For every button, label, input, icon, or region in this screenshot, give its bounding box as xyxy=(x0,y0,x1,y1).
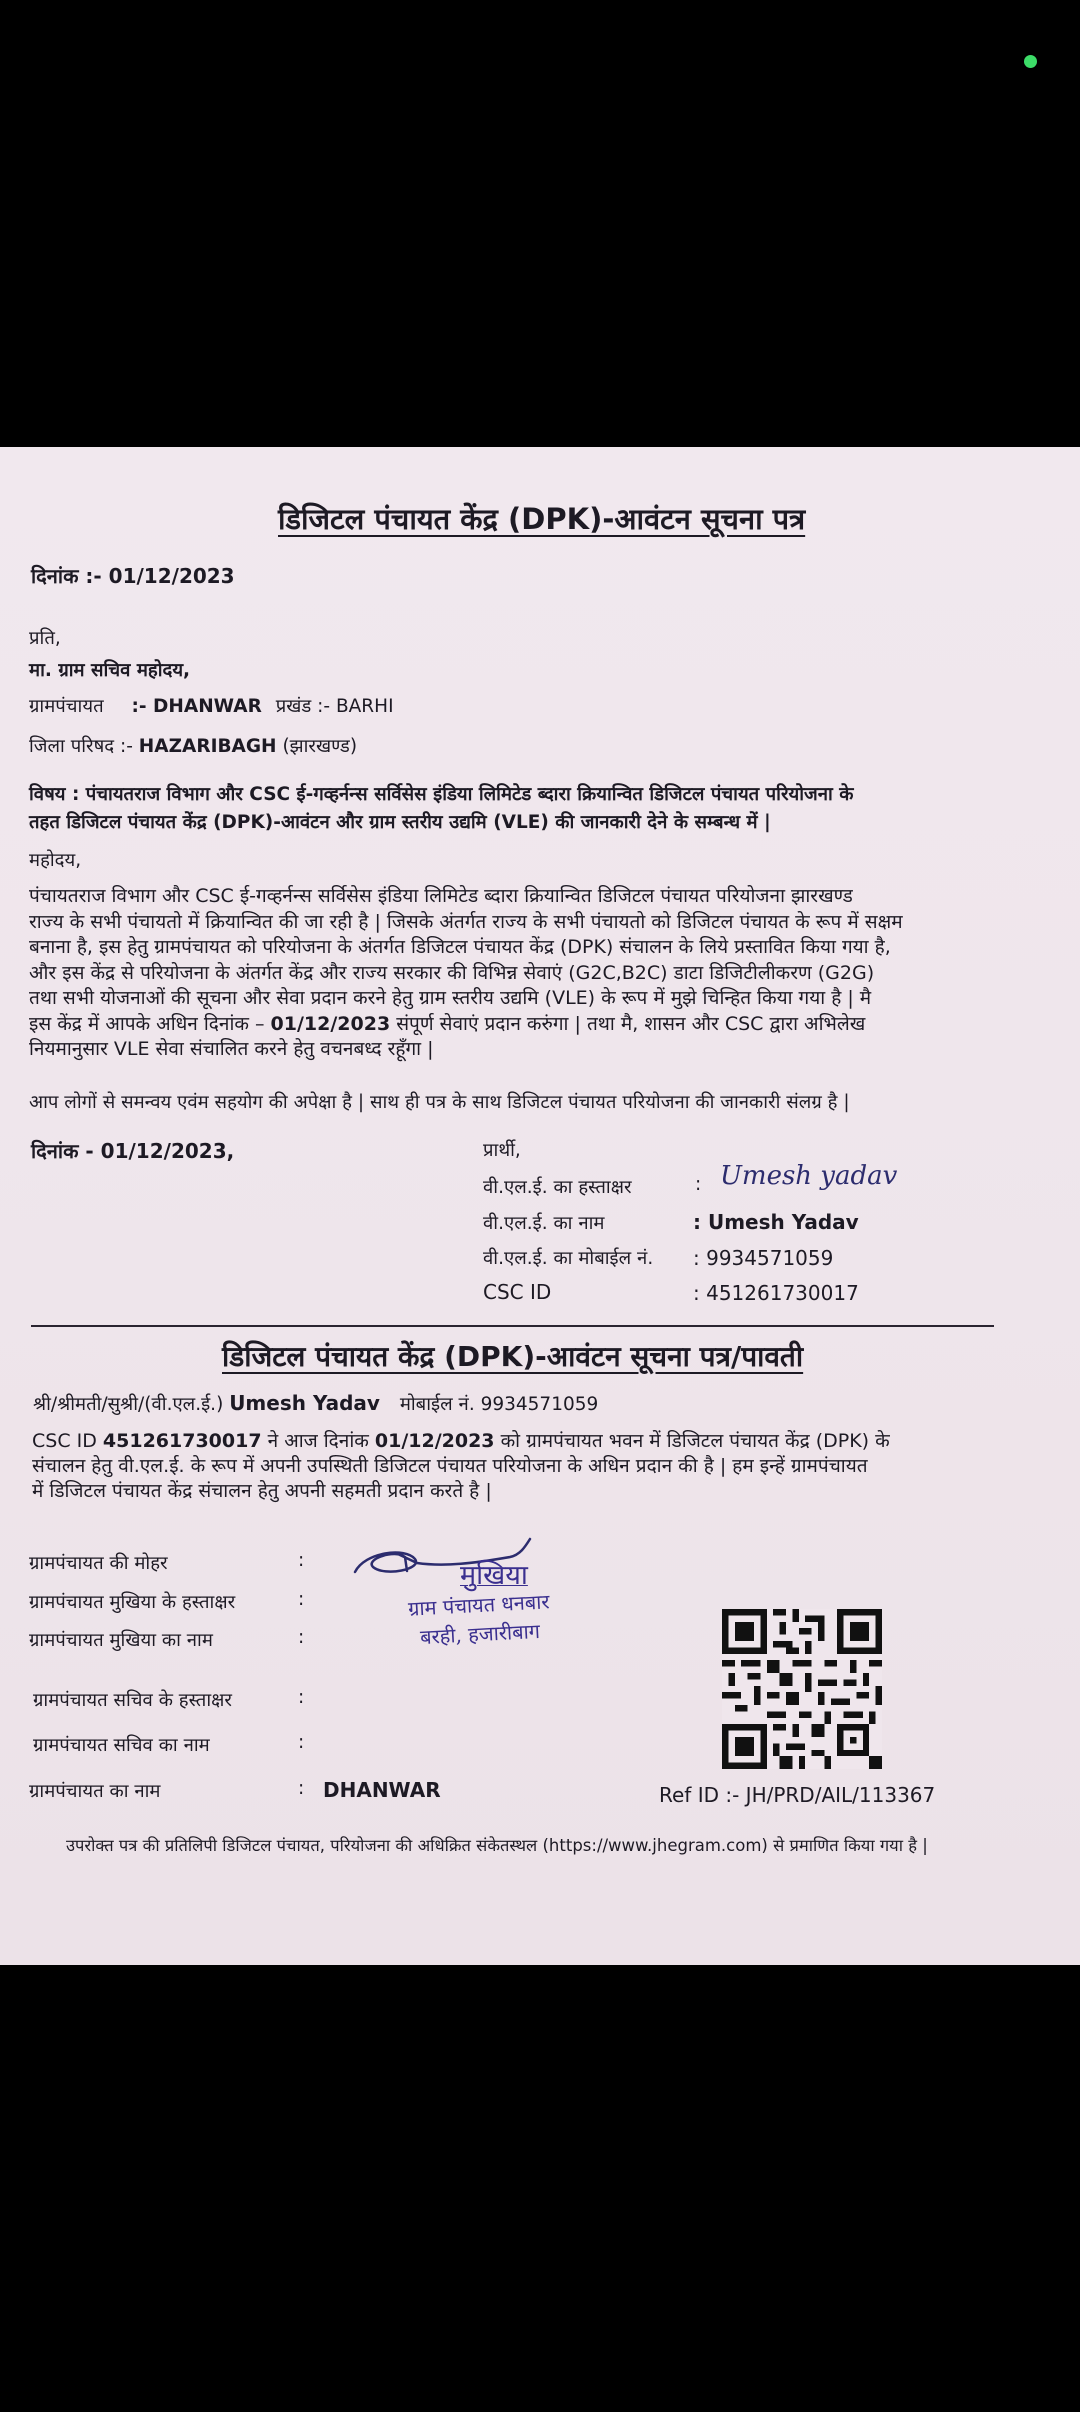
service-start-date: 01/12/2023 xyxy=(270,1012,391,1035)
receipt-vle-name: Umesh Yadav xyxy=(229,1391,380,1415)
body-line: और इस केंद्र से परियोजना के अंतर्गत केंद्र और राज्य सरकार की विभिन्न सेवाएं (G2C,B2C) डाटा डिजिटीलीकरण (G2G) xyxy=(29,961,875,984)
district-value: HAZARIBAGH xyxy=(138,736,277,757)
salutation: महोदय, xyxy=(29,850,82,871)
gram-panchayat-row xyxy=(29,693,394,718)
field-mukhiya-name-colon: : xyxy=(298,1627,305,1648)
body-line-part: इस केंद्र में आपके अधिन दिनांक – xyxy=(29,1012,271,1035)
csc-id-value: : 451261730017 xyxy=(693,1281,859,1305)
vle-name-label: वी.एल.ई. का नाम xyxy=(483,1213,605,1234)
receipt-csc-id: 451261730017 xyxy=(102,1430,262,1452)
receipt-title: डिजिटल पंचायत केंद्र (DPK)-आवंटन सूचना पत्र/पावती xyxy=(222,1340,804,1373)
csc-id-label: CSC ID xyxy=(483,1280,552,1304)
field-mukhiya-sign-colon: : xyxy=(298,1589,305,1610)
field-secretary-name-label: ग्रामपंचायत सचिव का नाम xyxy=(33,1735,210,1756)
body-line-part: संपूर्ण सेवाएं प्रदान करुंगा | तथा मै, शासन और CSC द्वारा अभिलेख xyxy=(390,1012,866,1035)
receipt-vle-prefix: श्री/श्रीमती/सुश्री/(वी.एल.ई.) xyxy=(33,1394,224,1415)
document-date: दिनांक :- 01/12/2023 xyxy=(31,564,235,588)
receipt-date: 01/12/2023 xyxy=(374,1430,495,1452)
stamp-line-2: बरही, हजारीबाग xyxy=(419,1618,541,1650)
document-title: डिजिटल पंचायत केंद्र (DPK)-आवंटन सूचना पत्र xyxy=(278,502,806,536)
stamp-title: मुखिया xyxy=(460,1560,528,1591)
subject-line-1: विषय : पंचायतराज विभाग और CSC ई-गव्हर्नन्स सर्विसेस इंडिया लिमिटेड ब्दारा क्रियान्वित डिजिटल पंचायत परियोजना के xyxy=(29,784,854,805)
block-label: प्रखंड :- xyxy=(275,696,331,717)
status-indicator-dot xyxy=(1024,55,1037,68)
closing-line: आप लोगों से समन्वय एवंम सहयोग की अपेक्षा है | साथ ही पत्र के साथ डिजिटल पंचायत परियोजना की जानकारी संलग्र है | xyxy=(29,1092,850,1113)
vle-sign-label: वी.एल.ई. का हस्ताक्षर xyxy=(483,1177,632,1198)
receipt-line-4: में डिजिटल पंचायत केंद्र संचालन हेतु अपनी सहमती प्रदान करते है | xyxy=(32,1480,492,1502)
addressee: मा. ग्राम सचिव महोदय, xyxy=(29,660,191,681)
subject-line-2: तहत डिजिटल पंचायत केंद्र (DPK)-आवंटन और ग्राम स्तरीय उद्यमि (VLE) की जानकारी देने के सम्बन्ध में | xyxy=(29,812,771,833)
gram-panchayat-label: ग्रामपंचायत xyxy=(29,696,104,717)
gram-panchayat-value: :- DHANWAR xyxy=(131,696,262,717)
footer-note: उपरोक्त पत्र की प्रतिलिपी डिजिटल पंचायत, परियोजना की अधिक्रित संकेतस्थल (https://www.jhegram.com) से प्रमाणित किया गया है | xyxy=(66,1836,928,1855)
receipt-line-2 xyxy=(32,1429,890,1454)
applicant-label: प्रार्थी, xyxy=(483,1140,521,1161)
body-line: राज्य के सभी पंचायतो में क्रियान्वित की जा रही है | जिसके अंतर्गत राज्य के सभी पंचायतो को डिजिटल पंचायत के रूप में सक्षम xyxy=(29,910,903,933)
district-row xyxy=(29,733,357,758)
stamp-line-1: ग्राम पंचायत धनबार xyxy=(407,1589,551,1621)
field-mukhiya-sign-label: ग्रामपंचायत मुखिया के हस्ताक्षर xyxy=(29,1592,236,1613)
district-label: जिला परिषद :- xyxy=(29,736,133,757)
vle-signature: Umesh yadav xyxy=(720,1161,898,1191)
field-panchayat-name-colon: : xyxy=(298,1778,305,1799)
qr-code-icon xyxy=(722,1609,882,1769)
receipt-line-1 xyxy=(33,1391,598,1416)
field-secretary-sign-label: ग्रामपंचायत सचिव के हस्ताक्षर xyxy=(33,1690,232,1711)
body-line: पंचायतराज विभाग और CSC ई-गव्हर्नन्स सर्विसेस इंडिया लिमिटेड ब्दारा क्रियान्वित डिजिटल पंचायत परियोजना झारखण्ड xyxy=(29,885,853,907)
receipt-text: ने आज दिनांक xyxy=(267,1430,369,1452)
block-value: BARHI xyxy=(335,696,394,717)
field-panchayat-name-label: ग्रामपंचायत का नाम xyxy=(29,1781,161,1802)
vle-mobile-value: : 9934571059 xyxy=(693,1246,834,1270)
receipt-paragraph xyxy=(32,1429,890,1504)
body-line xyxy=(29,1012,903,1038)
body-paragraph xyxy=(29,884,903,1063)
vle-mobile-label: वी.एल.ई. का मोबाईल नं. xyxy=(483,1248,654,1269)
ref-id: Ref ID :- JH/PRD/AIL/113367 xyxy=(659,1783,936,1807)
field-panchayat-name-value: DHANWAR xyxy=(323,1778,441,1802)
field-seal-colon: : xyxy=(298,1550,305,1571)
field-mukhiya-name-label: ग्रामपंचायत मुखिया का नाम xyxy=(29,1630,213,1651)
receipt-vle-mobile: मोबाईल नं. 9934571059 xyxy=(399,1394,599,1415)
field-secretary-name-colon: : xyxy=(298,1732,305,1753)
receipt-csc-label: CSC ID xyxy=(32,1430,97,1452)
letter-document xyxy=(0,447,1080,1965)
section-divider xyxy=(31,1325,994,1327)
field-seal-label: ग्रामपंचायत की मोहर xyxy=(29,1553,168,1574)
receipt-line-3: संचालन हेतु वी.एल.ई. के रूप में अपनी उपस्थिती डिजिटल पंचायत परियोजना के अधिन प्रदान की है | हम इन्हें ग्रामपंचायत xyxy=(32,1455,868,1477)
vle-sign-colon: : xyxy=(695,1174,702,1195)
body-line: नियमानुसार VLE सेवा संचालित करने हेतु वचनबध्द रहूँगा | xyxy=(29,1038,434,1060)
state-name: (झारखण्ड) xyxy=(282,736,358,757)
vle-name-value: : Umesh Yadav xyxy=(693,1210,859,1234)
subject-block xyxy=(29,781,854,837)
body-line: तथा सभी योजनाओं की सूचना और सेवा प्रदान करने हेतु ग्राम स्तरीय उद्यमि (VLE) के रूप में मुझे चिन्हित किया गया है | मै xyxy=(29,987,872,1009)
to-line: प्रति, xyxy=(29,628,61,649)
field-secretary-sign-colon: : xyxy=(298,1687,305,1708)
receipt-text: को ग्रामपंचायत भवन में डिजिटल पंचायत केंद्र (DPK) के xyxy=(500,1430,890,1452)
body-line: बनाना है, इस हेतु ग्रामपंचायत को परियोजना के अंतर्गत डिजिटल पंचायत केंद्र (DPK) संचालन के लिये प्रस्तावित किया गया है, xyxy=(29,936,891,958)
sign-date: दिनांक - 01/12/2023, xyxy=(31,1139,235,1163)
